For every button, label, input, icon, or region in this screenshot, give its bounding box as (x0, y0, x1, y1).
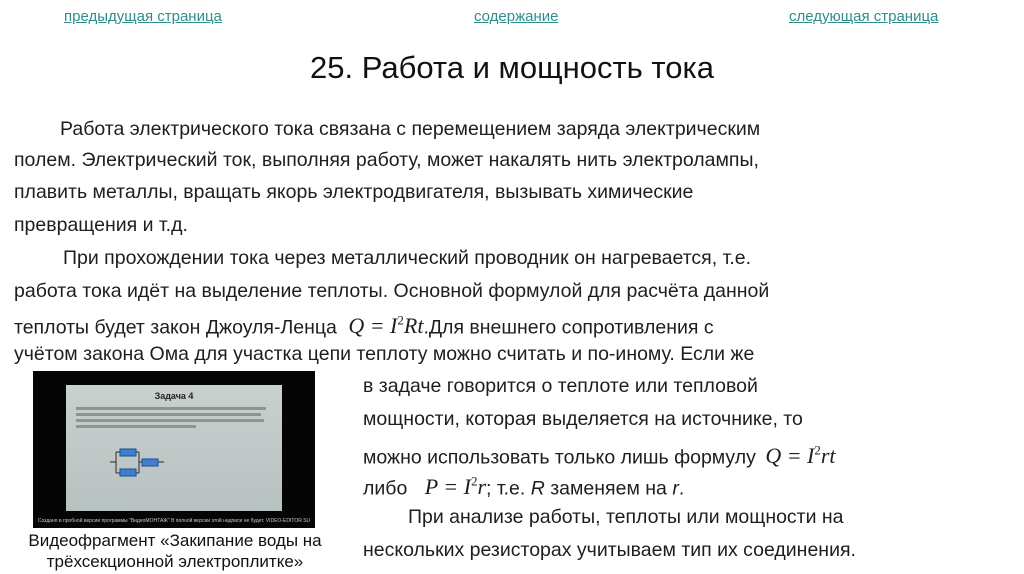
joule-lenz-formula: $Q = I^2Rt$ (348, 313, 424, 339)
previous-page-link[interactable]: предыдущая страница (64, 8, 222, 25)
video-text-line (76, 425, 196, 428)
paragraph-line: Работа электрического тока связана с перемещением заряда электрическим (60, 118, 761, 140)
paragraph-line: плавить металлы, вращать якорь электродвигателя, вызывать химические (14, 181, 694, 203)
paragraph-line: нескольких резисторах учитываем тип их соединения. (363, 539, 856, 561)
video-caption (0, 530, 350, 572)
paragraph-line: мощности, которая выделяется на источнике, то (363, 408, 803, 430)
video-thumbnail[interactable] (33, 371, 315, 528)
video-text-line (76, 413, 261, 416)
contents-link[interactable]: содержание (474, 8, 559, 25)
video-watermark: Создано в пробной версии программы "ВидеоМОНТАЖ" В полной версии этой надписи не будет. VIDEO-EDITOR.SU (37, 518, 311, 524)
paragraph-line: При прохождении тока через металлический проводник он нагревается, т.е. (63, 247, 752, 269)
line-text: теплоты будет закон Джоуля-Ленца (14, 316, 337, 339)
video-frame (66, 385, 282, 511)
source-power-formula: $P = I^2r$ (424, 474, 486, 500)
source-heat-formula: $Q = I^2rt$ (765, 443, 836, 469)
video-title: Задача 4 (154, 391, 194, 401)
paragraph-line: либо $P = I^2r$; т.е. R заменяем на r. (363, 474, 685, 500)
video-text-line (76, 407, 266, 410)
paragraph-line: При анализе работы, теплоты или мощности на (408, 506, 844, 528)
paragraph-line: учётом закона Ома для участка цепи теплоту можно считать и по-иному. Если же (14, 343, 755, 365)
line-text: можно использовать только лишь формулу (363, 446, 756, 469)
paragraph-line (363, 439, 836, 469)
paragraph-line: работа тока идёт на выделение теплоты. Основной формулой для расчёта данной (14, 280, 770, 302)
video-text-line (76, 419, 264, 422)
paragraph-line: в задаче говорится о теплоте или тепловой (363, 375, 758, 397)
line-text: .Для внешнего сопротивления с (423, 316, 714, 339)
page-title: 25. Работа и мощность тока (310, 50, 714, 85)
paragraph-line: превращения и т.д. (14, 214, 188, 236)
caption-line: Видеофрагмент «Закипание воды на (28, 531, 322, 550)
paragraph-line (14, 309, 714, 339)
next-page-link[interactable]: следующая страница (789, 8, 939, 25)
caption-line: трёхсекционной электроплитке» (46, 552, 304, 571)
paragraph-line: полем. Электрический ток, выполняя работу, может накалять нить электролампы, (14, 149, 759, 171)
circuit-diagram (106, 443, 166, 483)
line-text: либо (363, 477, 408, 500)
